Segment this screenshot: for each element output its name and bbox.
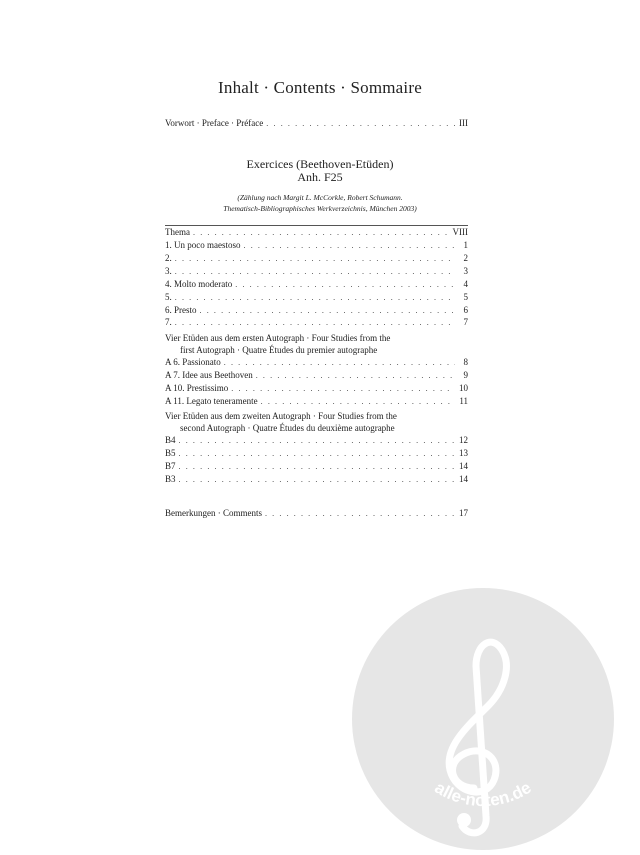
- leader-dots: [231, 382, 455, 395]
- leader-dots: [175, 316, 455, 329]
- toc-label: B4: [165, 435, 176, 445]
- leader-dots: [175, 252, 455, 265]
- toc-row[interactable]: [165, 395, 468, 408]
- leader-dots: [175, 265, 455, 278]
- toc-label: B5: [165, 448, 176, 458]
- toc-row[interactable]: [165, 316, 468, 329]
- group-heading-line: Vier Etüden aus dem zweiten Autograph · Four Studies from the: [165, 411, 397, 421]
- toc-page-number: 7: [463, 317, 468, 327]
- group-heading-line: second Autograph · Quatre Études du deuxième autographe: [180, 423, 395, 433]
- toc-row[interactable]: [165, 265, 468, 278]
- toc-row[interactable]: [165, 252, 468, 265]
- work-title: Exercices (Beethoven-Etüden): [246, 157, 394, 171]
- toc-label: 3.: [165, 266, 172, 276]
- watermark-text: alle-noten.de: [431, 777, 535, 811]
- source-note-line: (Zählung nach Margit L. McCorkle, Robert Schumann.: [237, 193, 403, 202]
- toc-label: 7.: [165, 317, 172, 327]
- toc-label: 2.: [165, 253, 172, 263]
- leader-dots: [175, 291, 455, 304]
- leader-dots: [179, 447, 455, 460]
- leader-dots: [179, 460, 455, 473]
- toc-page-number: VIII: [452, 227, 468, 237]
- toc-page-number: 10: [459, 383, 468, 393]
- toc-row[interactable]: [165, 278, 468, 291]
- group-heading-second-autograph: [165, 410, 468, 434]
- toc-label: A 10. Prestissimo: [165, 383, 229, 393]
- source-note-line: Thematisch-Bibliographisches Werkverzeichnis, München 2003): [223, 204, 417, 213]
- toc-page-number: 13: [459, 448, 468, 458]
- group-heading-line: Vier Etüden aus dem ersten Autograph · Four Studies from the: [165, 333, 391, 343]
- leader-dots: [265, 507, 455, 520]
- toc-label: Thema: [165, 227, 190, 237]
- toc-row[interactable]: [165, 239, 468, 252]
- toc-page-number: 12: [459, 435, 468, 445]
- leader-dots: [256, 369, 455, 382]
- toc-label: 6. Presto: [165, 305, 197, 315]
- leader-dots: [261, 395, 455, 408]
- toc-row[interactable]: [165, 291, 468, 304]
- toc-label: 1. Un poco maestoso: [165, 240, 241, 250]
- toc-label: A 6. Passionato: [165, 357, 221, 367]
- toc-label: Bemerkungen · Comments: [165, 508, 262, 518]
- leader-dots: [235, 278, 455, 291]
- toc-page-number: 3: [463, 266, 468, 276]
- toc-label: B3: [165, 474, 176, 484]
- toc-page-number: 8: [463, 357, 468, 367]
- toc-label: 4. Molto moderato: [165, 279, 233, 289]
- toc-page-number: 6: [463, 305, 468, 315]
- leader-dots: [193, 226, 450, 239]
- toc-label: Vorwort · Preface · Préface: [165, 118, 264, 128]
- work-heading: [0, 158, 640, 184]
- toc-row-comments[interactable]: [165, 507, 468, 520]
- group-heading-first-autograph: [165, 332, 468, 356]
- leader-dots: [179, 473, 455, 486]
- work-catalog-number: Anh. F25: [297, 170, 343, 184]
- toc-page-number: III: [459, 118, 468, 128]
- watermark-logo: [352, 588, 614, 850]
- toc-page-number: 4: [463, 279, 468, 289]
- leader-dots: [266, 117, 455, 130]
- toc-row[interactable]: [165, 460, 468, 473]
- leader-dots: [244, 239, 456, 252]
- toc-row[interactable]: [165, 434, 468, 447]
- toc-row[interactable]: [165, 447, 468, 460]
- toc-row[interactable]: [165, 226, 468, 239]
- toc-row[interactable]: [165, 382, 468, 395]
- leader-dots: [224, 356, 455, 369]
- group-heading-line: first Autograph · Quatre Études du premier autographe: [180, 345, 378, 355]
- toc-label: B7: [165, 461, 176, 471]
- toc-page-number: 2: [463, 253, 468, 263]
- toc-row[interactable]: [165, 356, 468, 369]
- toc-label: 5.: [165, 292, 172, 302]
- toc-row-preface[interactable]: [165, 117, 468, 130]
- toc-page-number: 17: [459, 508, 468, 518]
- watermark-svg: [352, 588, 614, 850]
- source-note: [0, 192, 640, 214]
- toc-label: A 7. Idee aus Beethoven: [165, 370, 253, 380]
- toc-page-number: 9: [463, 370, 468, 380]
- leader-dots: [179, 434, 455, 447]
- toc-page-number: 11: [459, 396, 468, 406]
- toc-row[interactable]: [165, 473, 468, 486]
- toc-row[interactable]: [165, 369, 468, 382]
- toc-page-number: 5: [463, 292, 468, 302]
- toc-page-number: 14: [459, 474, 468, 484]
- toc-page-number: 14: [459, 461, 468, 471]
- page-title: Inhalt · Contents · Sommaire: [218, 78, 422, 97]
- toc-label: A 11. Legato teneramente: [165, 396, 258, 406]
- toc-page-number: 1: [463, 240, 468, 250]
